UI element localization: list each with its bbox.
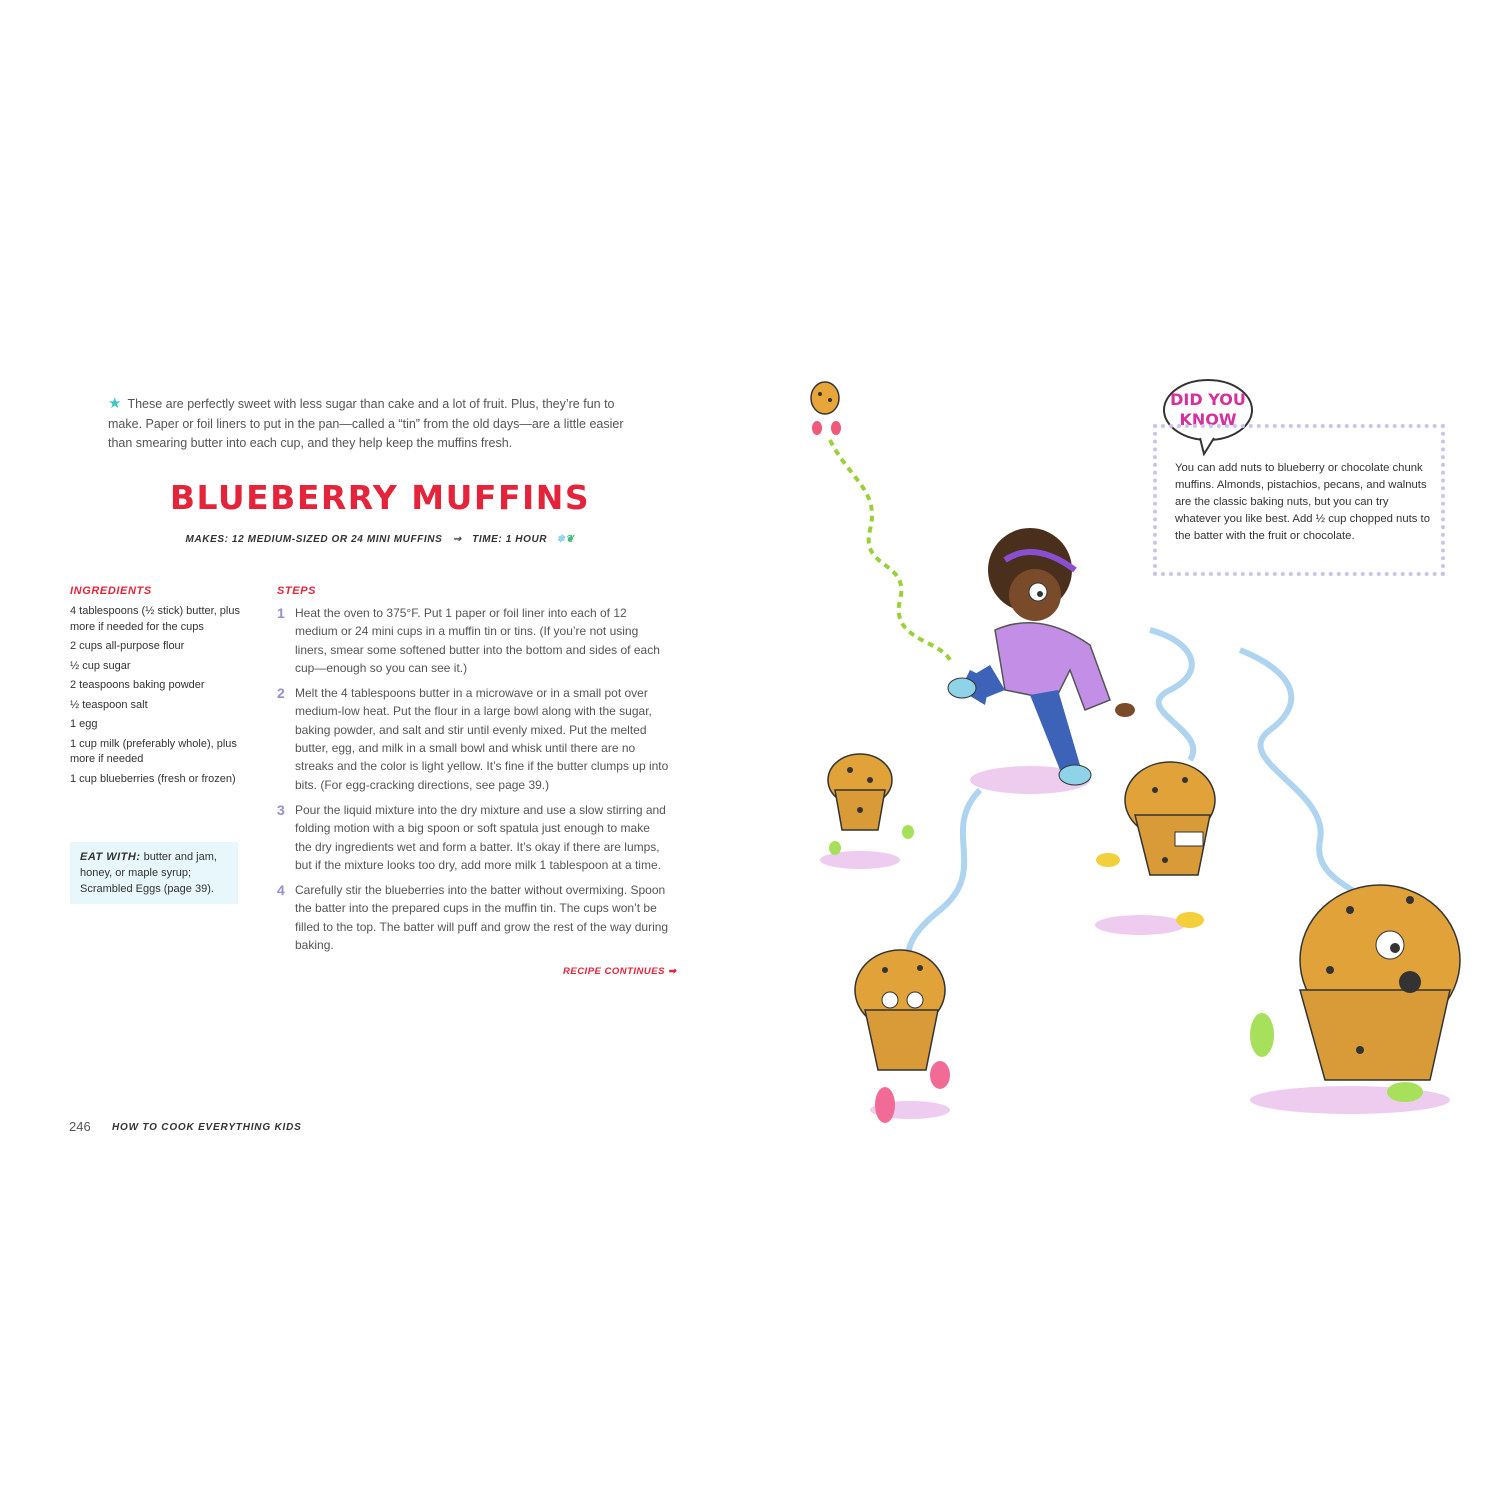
ingredient-item: 4 tablespoons (½ stick) butter, plus more if needed for the cups [70, 605, 240, 633]
step-number: 3 [277, 801, 285, 818]
steps-list [277, 604, 669, 961]
step-item [277, 881, 669, 954]
did-you-know-text: You can add nuts to blueberry or chocolate chunk muffins. Almonds, pistachios, pecans, and walnuts are the classic baking nuts, but you can try whatever you like best. Add ½ cup chopped nuts to the batter with the fruit or chocolate. [1175, 462, 1430, 542]
recipe-continues-link: RECIPE CONTINUES ➡ [563, 966, 677, 977]
recipe-title: BLUEBERRY MUFFINS [169, 478, 591, 517]
recipe-yield-line [110, 534, 650, 545]
ingredients-heading: INGREDIENTS [70, 585, 152, 597]
ingredient-item: 1 cup milk (preferably whole), plus more if needed [70, 737, 237, 765]
page-number: 246 [69, 1119, 91, 1134]
step-item [277, 604, 669, 677]
arrow-icon: ⇝ [452, 534, 462, 545]
step-text: Melt the 4 tablespoons butter in a microwave or in a small pot over medium-low heat. Put the flour in a large bowl along with the sugar, baking powder, and salt and stir until evenly mixed. Put the melted butter, egg, and milk in a small bowl and whisk until there are no streaks and the color is light yellow. It’s fine if the butter clumps up into bits. (For egg-cracking directions, see page 39.) [295, 686, 669, 792]
intro-paragraph [108, 394, 648, 454]
muffin-figure [1096, 762, 1215, 928]
small-muffin-figure [811, 382, 841, 435]
step-text: Carefully stir the blueberries into the batter without overmixing. Spoon the batter into the prepared cups in the muffin tin. The cups won’t be filled to the top. The batter will puff and grow the rest of the way during baking. [295, 883, 669, 953]
muffin-figure [828, 754, 914, 855]
ingredient-item: 1 cup blueberries (fresh or frozen) [70, 772, 236, 785]
swoosh [900, 790, 980, 970]
ingredient-item: ½ teaspoon salt [70, 698, 148, 711]
ingredients-list [70, 604, 240, 791]
book-title: HOW TO COOK EVERYTHING KIDS [112, 1122, 302, 1133]
step-text: Heat the oven to 375°F. Put 1 paper or foil liner into each of 12 medium or 24 mini cups in a muffin tin or tins. (If you’re not using liners, smear some softened butter into the bottom and sides of each cup—enough so you can see it.) [295, 606, 660, 675]
snowflake-icon: ❄ [556, 534, 566, 545]
step-text: Pour the liquid mixture into the dry mixture and use a slow stirring and folding motion with a big spoon or soft spatula just enough to make the dry ingredients wet and form a batter. It’s okay if there are lumps, but if the mixture looks too dry, add more milk 1 tablespoon at a time. [295, 802, 666, 872]
ingredient-item: ½ cup sugar [70, 659, 131, 672]
muffin-figure [1250, 885, 1460, 1102]
step-number: 1 [277, 605, 285, 621]
star-icon: ★ [108, 395, 122, 412]
makes-text: MAKES: 12 MEDIUM-SIZED OR 24 MINI MUFFINS [185, 534, 443, 545]
eat-with-box [70, 842, 238, 904]
swoosh [1150, 630, 1193, 760]
ingredient-item: 1 egg [70, 718, 98, 730]
step-item [277, 801, 669, 874]
girl-figure [948, 528, 1135, 785]
steps-heading: STEPS [277, 585, 317, 597]
ingredient-item: 2 teaspoons baking powder [70, 679, 205, 691]
muffin-figure [855, 950, 950, 1123]
step-item [277, 684, 669, 794]
did-you-know-line2: KNOW [1179, 410, 1237, 429]
intro-text: These are perfectly sweet with less sugar than cake and a lot of fruit. Plus, they’re fun to make. Paper or foil liners to put in the pan—called a “tin” from the old days—are a little easier than smearing butter into each cup, and they help keep the muffins fresh. [108, 397, 624, 450]
step-number: 4 [277, 882, 285, 899]
step-number: 2 [277, 685, 285, 702]
eat-with-text: butter and jam, honey, or maple syrup; Scrambled Eggs (page 39). [80, 851, 217, 895]
leaf-icon: ❦ [565, 534, 575, 545]
did-you-know-line1: DID YOU [1170, 390, 1246, 409]
ingredient-item: 2 cups all-purpose flour [70, 640, 185, 652]
eat-with-label: EAT WITH: [80, 851, 141, 863]
motion-trail [830, 440, 950, 660]
time-text: TIME: 1 HOUR [472, 534, 548, 545]
